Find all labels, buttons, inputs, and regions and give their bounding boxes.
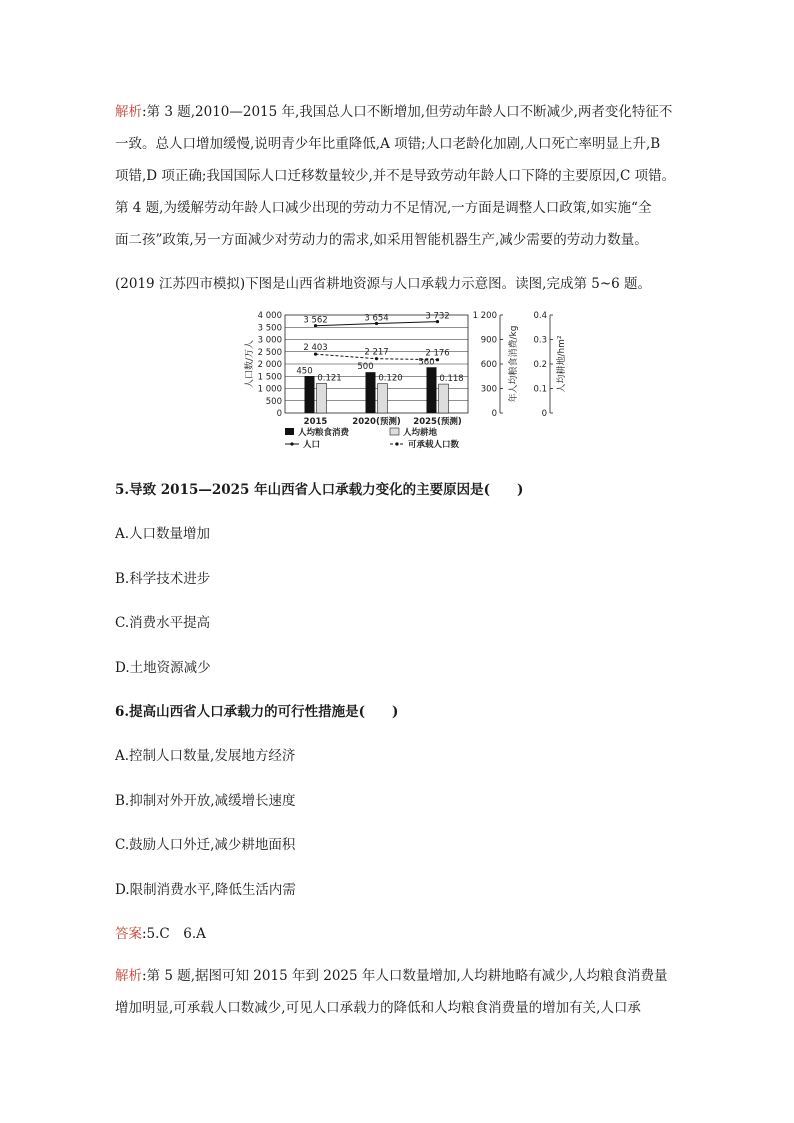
- bar-farmland: [378, 384, 388, 413]
- legend-capacity-label: 可承载人口数: [408, 440, 460, 450]
- legend-capacity-point: [395, 442, 398, 445]
- answer-line: [115, 922, 206, 942]
- left-tick-label: 1 500: [257, 372, 282, 383]
- population-label: 3 732: [425, 311, 450, 322]
- right-axis-1-tick-label: 900: [480, 335, 497, 346]
- bar-food-consumption: [427, 367, 437, 413]
- left-tick-label: 500: [265, 396, 282, 407]
- population-label: 3 562: [303, 315, 328, 326]
- right-axis-2-tick-label: 0.4: [533, 311, 547, 321]
- bar-farmland-label: 0.118: [439, 374, 464, 385]
- analysis-label: 解析: [115, 104, 142, 120]
- right-axis-2-label: 人均耕地/hm²: [557, 335, 567, 393]
- right-axis-2-tick-label: 0.3: [533, 335, 547, 346]
- bar-farmland: [439, 384, 449, 413]
- bar-food-consumption: [366, 372, 376, 413]
- right-axis-2-tick-label: 0: [541, 409, 547, 419]
- q5-option-a: A.人口数量增加: [115, 526, 211, 542]
- bar-farmland-label: 0.121: [317, 373, 342, 384]
- analysis-line-3: 项错,D 项正确;我国国际人口迁移数量较少,并不是导致劳动年龄人口下降的主要原因,C 项错。: [115, 168, 676, 184]
- analysis-line-1: 解析:第 3 题,2010—2015 年,我国总人口不断增加,但劳动年龄人口不断减少,两者变化特征不: [115, 104, 673, 120]
- legend-population-label: 人口: [303, 440, 321, 450]
- left-tick-label: 1 000: [257, 384, 282, 395]
- analysis-line-4: 第 4 题,为缓解劳动年龄人口减少出现的劳动力不足情况,一方面是调整人口政策,如实施“全: [115, 200, 652, 216]
- q5-option-c: C.消费水平提高: [115, 615, 211, 631]
- left-tick-label: 2 000: [257, 360, 282, 370]
- analysis-line-5: 面二孩”政策,另一方面减少对劳动力的需求,如采用智能机器生产,减少需要的劳动力数量。: [115, 232, 648, 248]
- answer-label: 答案: [115, 926, 142, 942]
- analysis2-line-1: 解析:第 5 题,据图可知 2015 年到 2025 年人口数量增加,人均耕地略有减少,人均粮食消费量: [115, 968, 668, 984]
- q6-option-c: C.鼓励人口外迁,减少耕地面积: [115, 837, 296, 853]
- analysis2-label: 解析: [115, 968, 142, 984]
- question-5-stem: 5.导致 2015—2025 年山西省人口承载力变化的主要原因是( ): [115, 482, 524, 498]
- analysis-line-2: 一致。总人口增加缓慢,说明青少年比重降低,A 项错;人口老龄化加剧,人口死亡率明显上升,B: [115, 136, 661, 152]
- left-tick-label: 2 500: [257, 347, 282, 358]
- legend-population-point: [290, 442, 293, 445]
- legend-farmland-label: 人均耕地: [403, 428, 438, 438]
- capacity-label: 2 217: [364, 347, 389, 358]
- right-axis-1-tick-label: 300: [480, 384, 497, 395]
- right-axis-1-tick-label: 1 200: [472, 311, 497, 321]
- bar-farmland: [317, 383, 327, 413]
- q6-option-b: B.抑制对外开放,减缓增长速度: [115, 793, 296, 809]
- q5-option-b: B.科学技术进步: [115, 571, 211, 587]
- answer-text: :5.C 6.A: [142, 926, 206, 942]
- right-axis-1-tick-label: 0: [491, 409, 497, 419]
- left-tick-label: 0: [276, 409, 282, 419]
- analysis-paragraph-2: [115, 960, 685, 1024]
- population-label: 3 654: [364, 313, 389, 324]
- x-tick-label: 2015: [303, 417, 328, 427]
- bar-food-consumption: [305, 376, 315, 413]
- left-tick-label: 3 000: [257, 335, 282, 346]
- analysis-paragraph-1: [115, 96, 685, 256]
- left-axis-label: 人口数/万人: [245, 339, 255, 389]
- bar-food-label: 450: [296, 366, 313, 377]
- legend-farmland-swatch: [390, 428, 399, 435]
- left-tick-label: 4 000: [257, 311, 282, 321]
- legend-food-label: 人均粮食消费: [298, 428, 350, 438]
- x-tick-label: 2020(预测): [352, 417, 401, 427]
- right-axis-1-label: 年人均粮食消费/kg: [509, 325, 519, 403]
- chart-intro: (2019 江苏四市模拟)下图是山西省耕地资源与人口承载力示意图。读图,完成第 5~6 题。: [115, 276, 652, 292]
- population-capacity-chart: [240, 310, 567, 460]
- analysis2-line-2: 增加明显,可承载人口数减少,可见人口承载力的降低和人均粮食消费量的增加有关,人口承: [115, 1000, 641, 1016]
- question-6-stem: 6.提高山西省人口承载力的可行性措施是( ): [115, 704, 399, 720]
- x-tick-label: 2025(预测): [413, 417, 462, 427]
- right-axis-2-tick-label: 0.1: [533, 384, 547, 395]
- bar-farmland-label: 0.120: [378, 373, 403, 384]
- right-axis-2-tick-label: 0.2: [533, 360, 547, 370]
- legend-food-swatch: [285, 428, 294, 435]
- right-axis-1-tick-label: 600: [480, 360, 497, 370]
- q6-option-a: A.控制人口数量,发展地方经济: [115, 748, 296, 764]
- q6-option-d: D.限制消费水平,降低生活内需: [115, 882, 296, 898]
- left-tick-label: 3 500: [257, 323, 282, 334]
- capacity-label: 2 403: [303, 343, 328, 354]
- bar-food-label: 560: [418, 357, 435, 368]
- capacity-label: 2 176: [425, 348, 450, 359]
- bar-food-label: 500: [357, 362, 374, 373]
- q5-option-d: D.土地资源减少: [115, 660, 211, 676]
